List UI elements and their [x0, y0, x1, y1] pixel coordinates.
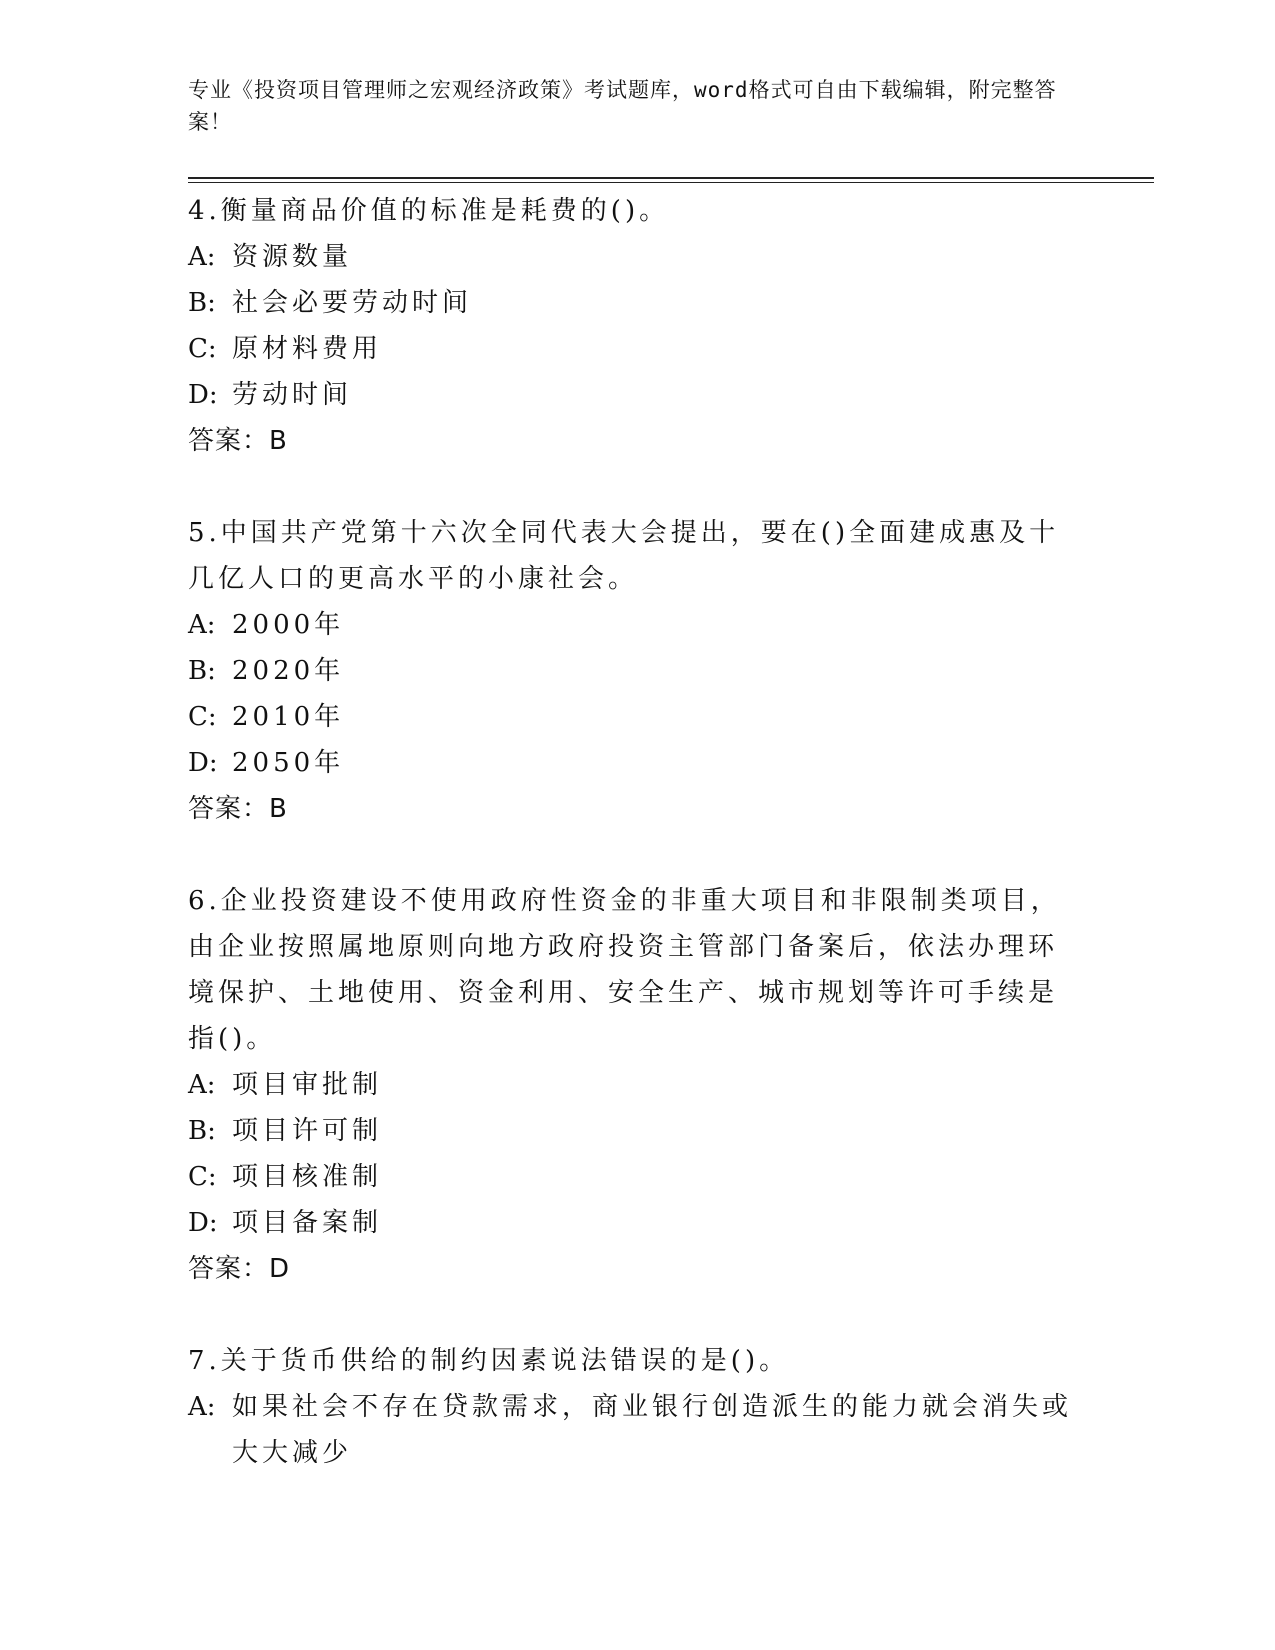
option-text: 资源数量 [232, 242, 353, 272]
answer-line: 答案：D [188, 1254, 291, 1284]
option-letter: A: [188, 1070, 216, 1100]
option-text: 项目核准制 [232, 1162, 383, 1192]
option-c [188, 694, 1078, 740]
option-text: 项目许可制 [232, 1116, 383, 1146]
header-note: 专业《投资项目管理师之宏观经济政策》考试题库，word格式可自由下载编辑，附完整答案！ [188, 78, 1057, 134]
option-letter: B: [188, 1116, 216, 1146]
option-letter: D: [188, 380, 218, 410]
option-b [188, 280, 1078, 326]
header-divider-thin [188, 182, 1154, 183]
option-a [188, 1062, 1078, 1108]
option-letter: D: [188, 748, 218, 778]
option-text: 劳动时间 [232, 380, 353, 410]
option-letter: B: [188, 656, 216, 686]
option-b [188, 648, 1078, 694]
question-stem: 7.关于货币供给的制约因素说法错误的是()。 [188, 1346, 790, 1376]
option-c [188, 1154, 1078, 1200]
question-list [188, 188, 1078, 1522]
option-letter: C: [188, 334, 217, 364]
option-letter: C: [188, 702, 217, 732]
question-stem: 6.企业投资建设不使用政府性资金的非重大项目和非限制类项目，由企业按照属地原则向地方政府投资主管部门备案后，依法办理环境保护、土地使用、资金利用、安全生产、城市规划等许可手续是指()。 [188, 886, 1061, 1054]
question-4 [188, 188, 1078, 464]
option-a [188, 1384, 1078, 1476]
option-text: 2000年 [232, 610, 345, 640]
option-text: 原材料费用 [232, 334, 383, 364]
option-text: 2050年 [232, 748, 345, 778]
question-7 [188, 1338, 1078, 1476]
answer-line: 答案：B [188, 426, 288, 456]
question-stem: 4.衡量商品价值的标准是耗费的()。 [188, 196, 670, 226]
option-d [188, 740, 1078, 786]
question-6 [188, 878, 1078, 1292]
option-b [188, 1108, 1078, 1154]
option-letter: C: [188, 1162, 217, 1192]
option-text: 社会必要劳动时间 [232, 288, 473, 318]
question-5 [188, 510, 1078, 832]
question-stem: 5.中国共产党第十六次全同代表大会提出，要在()全面建成惠及十几亿人口的更高水平的小康社会。 [188, 518, 1060, 594]
option-text: 如果社会不存在贷款需求，商业银行创造派生的能力就会消失或大大减少 [232, 1392, 1073, 1468]
option-letter: B: [188, 288, 216, 318]
option-text: 2010年 [232, 702, 345, 732]
option-letter: A: [188, 1392, 216, 1422]
option-a [188, 234, 1078, 280]
answer-line: 答案：B [188, 794, 288, 824]
option-d [188, 372, 1078, 418]
option-d [188, 1200, 1078, 1246]
option-text: 项目审批制 [232, 1070, 383, 1100]
option-c [188, 326, 1078, 372]
option-letter: A: [188, 242, 216, 272]
option-text: 2020年 [232, 656, 345, 686]
option-a [188, 602, 1078, 648]
option-letter: A: [188, 610, 216, 640]
option-letter: D: [188, 1208, 218, 1238]
header-divider-thick [188, 177, 1154, 179]
option-text: 项目备案制 [232, 1208, 383, 1238]
